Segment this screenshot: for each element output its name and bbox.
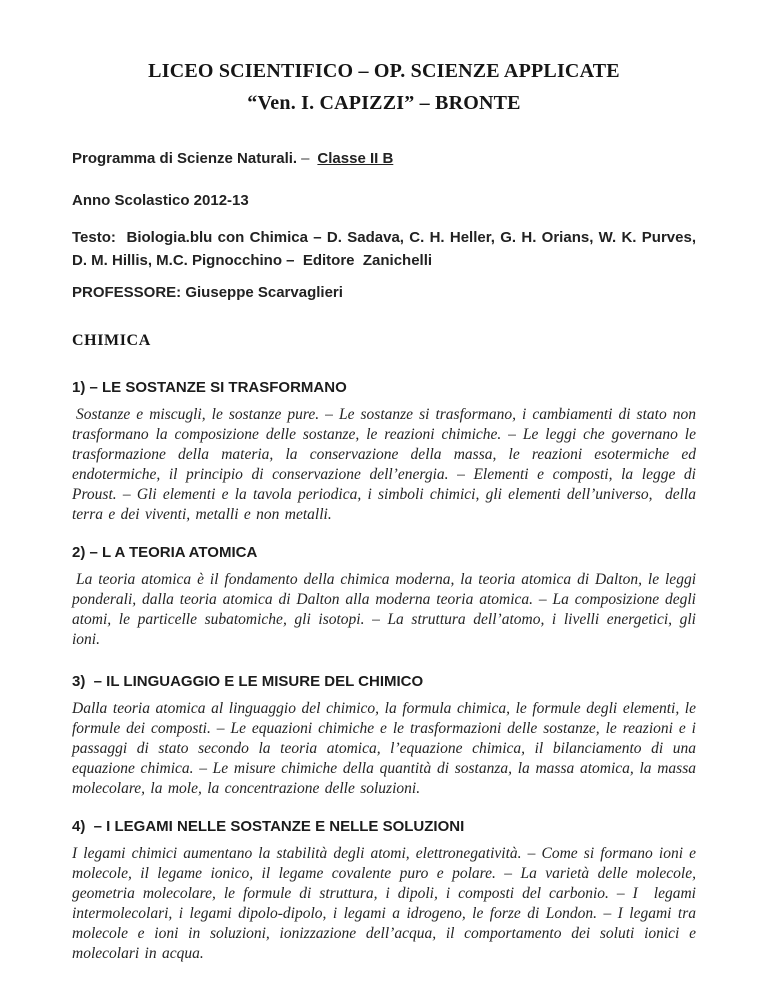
program-label: Programma di Scienze Naturali. — [72, 150, 298, 167]
school-name-title: LICEO SCIENTIFICO – OP. SCIENZE APPLICATE — [148, 60, 620, 82]
class-name: Classe II B — [317, 150, 394, 167]
program-separator: – — [301, 150, 310, 167]
section-body-4: I legami chimici aumentano la stabilità degli atomi, elettronegatività. – Come si formano ioni e molecole, il legame ionico, il legame covalente puro e polare. – La varietà delle molecole, geometria molecolare, le formule di struttura, i dipoli, i composti del carbonio. – I legami intermolecolari, i legami dipolo-dipolo, i legami a idrogeno, le forze di London. – I legami tra molecole e ioni in soluzioni, ionizzazione dell’acqua, il comportamento dei soluti ionici e molecolari in acqua. — [72, 845, 696, 962]
section-body-1: Sostanze e miscugli, le sostanze pure. – Le sostanze si trasformano, i cambiamenti di stato non trasformano la composizione delle sostanze, le reazioni chimiche. – Le leggi che governano le trasformazione della materia, la conservazione della massa, le reazioni esotermiche ed endotermiche, il principio di conservazione dell’energia. – Elementi e composti, la legge di Proust. – Gli elementi e la tavola periodica, i simboli chimici, gli elementi dell’universo, della terra e dei viventi, metalli e non metalli. — [72, 406, 696, 523]
textbook-info: Testo: Biologia.blu con Chimica – D. Sadava, C. H. Heller, G. H. Orians, W. K. Purves, D. M. Hillis, M.C. Pignocchino – Editore Zanichelli — [72, 229, 696, 269]
subject-heading-chimica: CHIMICA — [72, 332, 151, 349]
professor-line: PROFESSORE: Giuseppe Scarvaglieri — [72, 284, 343, 301]
section-heading-1: 1) – LE SOSTANZE SI TRASFORMANO — [72, 379, 347, 396]
school-year: Anno Scolastico 2012-13 — [72, 192, 249, 209]
section-heading-4: 4) – I LEGAMI NELLE SOSTANZE E NELLE SOLUZIONI — [72, 818, 465, 835]
section-heading-2: 2) – L A TEORIA ATOMICA — [72, 544, 258, 561]
section-body-2: La teoria atomica è il fondamento della chimica moderna, la teoria atomica di Dalton, le leggi ponderali, dalla teoria atomica di Dalton alla moderna teoria atomica. – La composizione degli atomi, le particelle subatomiche, gli isotopi. – La struttura dell’atomo, i livelli energetici, gli ioni. — [72, 571, 696, 648]
school-location-subtitle: “Ven. I. CAPIZZI” – BRONTE — [247, 92, 521, 114]
section-body-3: Dalla teoria atomica al linguaggio del chimico, la formula chimica, le formule degli elementi, le formule dei composti. – Le equazioni chimiche e le trasformazioni delle sostanze, le reazioni e i passaggi di stato secondo la teoria atomica, l’equazione chimica, il bilanciamento di una equazione chimica. – Le misure chimiche della quantità di sostanza, la massa atomica, la massa molecolare, la mole, la concentrazione delle soluzioni. — [72, 700, 696, 797]
program-line — [72, 148, 696, 170]
section-heading-3: 3) – IL LINGUAGGIO E LE MISURE DEL CHIMICO — [72, 673, 424, 690]
